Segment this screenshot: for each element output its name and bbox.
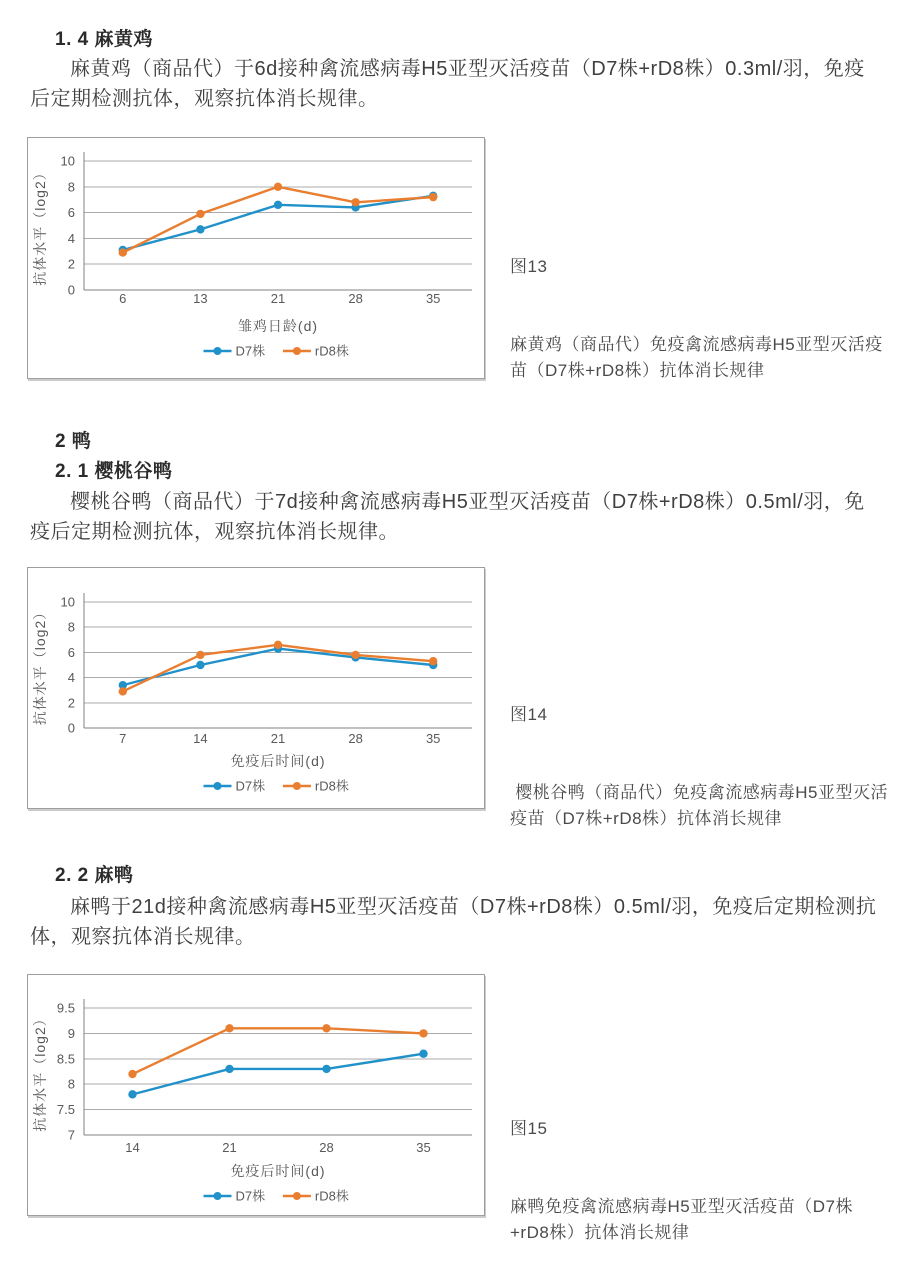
figure-15-label: 图15 — [510, 1119, 548, 1138]
section-heading-2: 2 鸭 — [55, 431, 92, 452]
svg-text:14: 14 — [193, 731, 208, 746]
svg-text:D7株: D7株 — [235, 778, 266, 794]
svg-text:4: 4 — [67, 230, 75, 246]
svg-text:8.5: 8.5 — [56, 1051, 75, 1067]
svg-text:2: 2 — [67, 695, 75, 711]
svg-text:21: 21 — [222, 1140, 237, 1155]
svg-text:rD8株: rD8株 — [314, 1188, 349, 1204]
figure-13-line-chart — [28, 138, 484, 378]
svg-text:4: 4 — [67, 670, 75, 686]
paragraph-1-4: 麻黄鸡（商品代）于6d接种禽流感病毒H5亚型灭活疫苗（D7株+rD8株）0.3ml/羽，免疫后定期检测抗体，观察抗体消长规律。 — [30, 58, 865, 110]
svg-text:雏鸡日龄(d): 雏鸡日龄(d) — [237, 318, 319, 334]
paragraph-2-1: 樱桃谷鸭（商品代）于7d接种禽流感病毒H5亚型灭活疫苗（D7株+rD8株）0.5ml/羽，免疫后定期检测抗体，观察抗体消长规律。 — [30, 491, 865, 543]
svg-text:8: 8 — [67, 1076, 75, 1092]
figure-13-chart-box — [27, 137, 485, 379]
section-heading-1-4: 1. 4 麻黄鸡 — [55, 29, 153, 50]
figure-14-caption-text: 樱桃谷鸭（商品代）免疫禽流感病毒H5亚型灭活疫苗（D7株+rD8株）抗体消长规律 — [510, 783, 888, 828]
figure-15-caption — [510, 1064, 892, 1272]
paragraph-2-2: 麻鸭于21d接种禽流感病毒H5亚型灭活疫苗（D7株+rD8株）0.5ml/羽，免疫后定期检测抗体，观察抗体消长规律。 — [30, 896, 877, 948]
svg-text:0: 0 — [67, 282, 75, 298]
figure-14-chart-box — [27, 567, 485, 809]
svg-text:6: 6 — [119, 291, 127, 306]
figure-15-line-chart — [28, 975, 484, 1215]
svg-text:9: 9 — [67, 1025, 75, 1041]
svg-text:免疫后时间(d): 免疫后时间(d) — [230, 753, 326, 769]
svg-text:D7株: D7株 — [235, 343, 266, 359]
svg-text:35: 35 — [425, 731, 441, 746]
svg-text:rD8株: rD8株 — [314, 343, 349, 359]
svg-text:抗体水平（log2）: 抗体水平（log2） — [32, 604, 48, 726]
svg-text:35: 35 — [416, 1140, 431, 1155]
figure-13-caption-text: 麻黄鸡（商品代）免疫禽流感病毒H5亚型灭活疫苗（D7株+rD8株）抗体消长规律 — [510, 335, 883, 380]
svg-text:8: 8 — [67, 179, 75, 195]
svg-text:21: 21 — [270, 731, 286, 746]
svg-text:28: 28 — [348, 291, 363, 306]
svg-text:10: 10 — [60, 594, 75, 610]
svg-text:21: 21 — [270, 291, 286, 306]
svg-text:抗体水平（log2）: 抗体水平（log2） — [32, 165, 48, 286]
svg-text:D7株: D7株 — [235, 1188, 266, 1204]
svg-text:10: 10 — [60, 153, 75, 169]
figure-14-caption — [510, 650, 892, 858]
svg-text:35: 35 — [425, 291, 441, 306]
section-heading-2-1: 2. 1 樱桃谷鸭 — [55, 461, 173, 482]
svg-text:6: 6 — [67, 205, 75, 221]
svg-text:rD8株: rD8株 — [314, 778, 349, 794]
section-heading-2-2: 2. 2 麻鸭 — [55, 865, 134, 886]
figure-14-label: 图14 — [510, 705, 548, 724]
svg-text:7: 7 — [67, 1127, 75, 1143]
svg-text:9.5: 9.5 — [56, 1000, 75, 1016]
svg-text:0: 0 — [67, 720, 75, 736]
figure-15-chart-box — [27, 974, 485, 1216]
figure-15-caption-text: 麻鸭免疫禽流感病毒H5亚型灭活疫苗（D7株+rD8株）抗体消长规律 — [510, 1197, 853, 1242]
figure-14-line-chart — [28, 568, 484, 808]
svg-text:6: 6 — [67, 644, 75, 660]
figure-13-caption — [510, 202, 892, 410]
svg-text:免疫后时间(d): 免疫后时间(d) — [230, 1163, 326, 1179]
svg-text:13: 13 — [193, 291, 208, 306]
svg-text:抗体水平（log2）: 抗体水平（log2） — [32, 1011, 48, 1132]
svg-text:8: 8 — [67, 619, 75, 635]
svg-text:7.5: 7.5 — [56, 1102, 75, 1118]
figure-13-label: 图13 — [510, 257, 548, 276]
svg-text:28: 28 — [348, 731, 363, 746]
svg-text:7: 7 — [119, 731, 127, 746]
svg-text:14: 14 — [125, 1140, 140, 1155]
svg-text:2: 2 — [67, 256, 75, 272]
svg-text:28: 28 — [319, 1140, 334, 1155]
